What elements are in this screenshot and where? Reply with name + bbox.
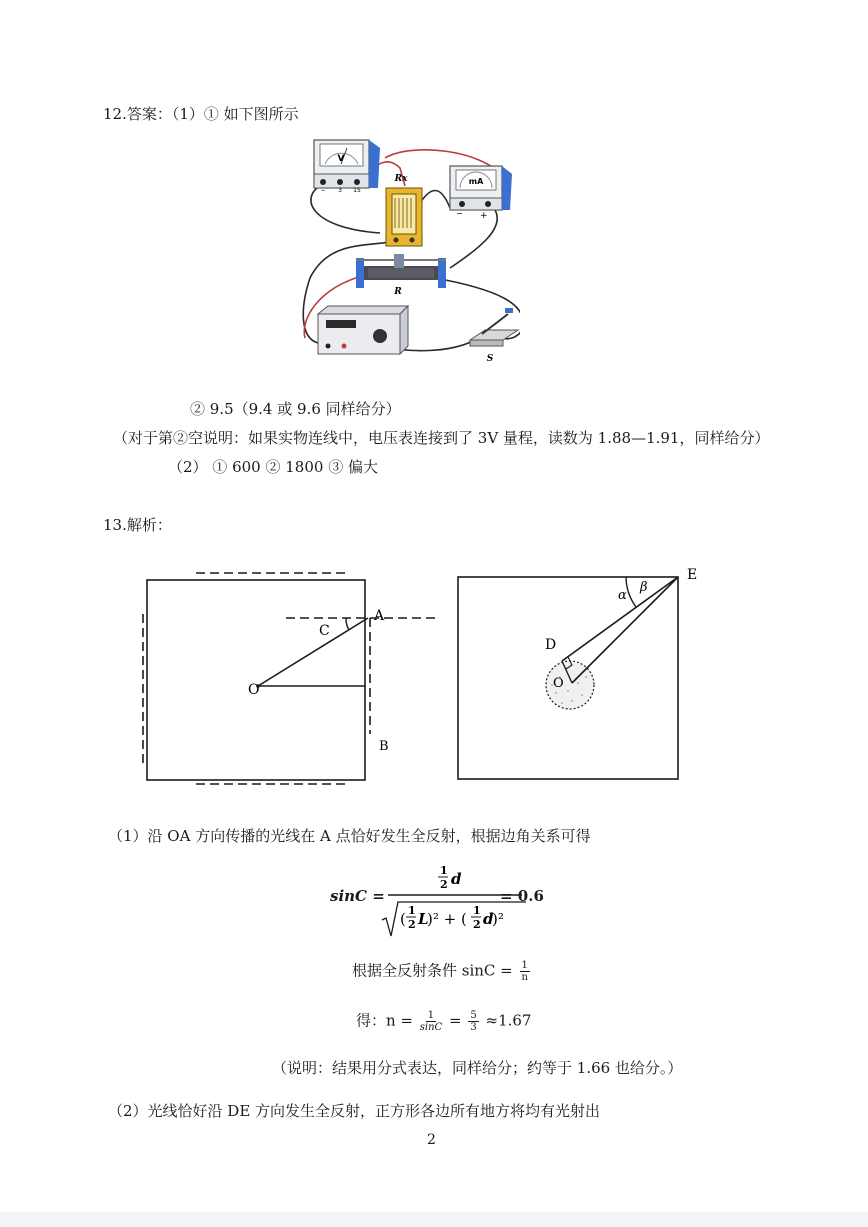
equation-total-reflection [352, 960, 532, 983]
q12-header: 12.答案：（1）① 如下图所示 [103, 105, 299, 123]
label-O-fig2: O [553, 676, 564, 691]
eq3-prefix: 得：n = [356, 1011, 413, 1030]
eq3-fraction-1-over-sinc: $\frac{1}{\sin C}$ [419, 1010, 443, 1033]
svg-text:1: 1 [440, 864, 448, 877]
q13-part2: （2）光线恰好沿 DE 方向发生全反射，正方形各边所有地方将均有光射出 [108, 1102, 601, 1120]
eq3-fraction-5-over-3: $\frac{5}{3}$ [470, 1010, 477, 1033]
svg-text:(: ( [400, 910, 406, 928]
equation-n-result [356, 1010, 531, 1033]
q13-header: 13.解析： [103, 516, 172, 534]
q13-note: （说明：结果用分式表达，同样给分；约等于 1.66 也给分。） [272, 1059, 683, 1077]
label-D: D [545, 637, 557, 653]
svg-text:d: d [451, 870, 462, 888]
voltmeter-terminal-minus: − [320, 187, 326, 194]
label-B: B [379, 739, 389, 754]
equation-sinc [330, 862, 560, 942]
svg-text:d: d [483, 910, 494, 928]
ammeter [450, 166, 512, 221]
switch [470, 308, 518, 364]
svg-text:2: 2 [473, 918, 481, 931]
voltmeter-terminal-15: 15 [353, 187, 361, 194]
label-O-fig1: O [248, 682, 260, 698]
figure-2 [450, 565, 710, 790]
svg-text:)² + (: )² + ( [427, 910, 467, 928]
voltmeter-terminal-3: 3 [338, 187, 342, 194]
voltmeter-label: V [337, 154, 345, 164]
eq3-suffix: ≈1.67 [485, 1011, 532, 1030]
q13-part1: （1）沿 OA 方向传播的光线在 A 点恰好发生全反射，根据边角关系可得 [108, 827, 591, 845]
label-beta: β [640, 580, 648, 595]
label-alpha: α [618, 588, 627, 603]
switch-label: S [486, 354, 494, 364]
rx-label: Rx [394, 174, 408, 184]
label-E: E [687, 567, 698, 583]
svg-text:1: 1 [408, 904, 416, 917]
ammeter-terminal-plus: + [480, 211, 488, 221]
circuit-diagram [290, 128, 520, 368]
svg-text:L: L [418, 910, 429, 928]
label-C: C [319, 623, 330, 639]
ammeter-terminal-minus: − [456, 209, 463, 218]
eq2-text: 根据全反射条件 sinC = [352, 961, 513, 980]
q12-note: （对于第②空说明：如果实物连线中，电压表连接到了 3V 量程，读数为 1.88—1.91，同样给分） [113, 429, 770, 447]
ammeter-label: mA [468, 177, 484, 186]
eq1-rhs: = 0.6 [500, 887, 544, 905]
figure-1 [130, 570, 450, 790]
label-A: A [374, 608, 385, 624]
rheostat-label: R [394, 287, 402, 297]
q12-answer-part2: （2） ① 600 ② 1800 ③ 偏大 [168, 458, 378, 476]
eq2-fraction-1-over-n: $\frac{1}{n}$ [521, 960, 528, 983]
bottom-strip [0, 1212, 868, 1227]
svg-text:2: 2 [408, 918, 416, 931]
svg-text:1: 1 [473, 904, 481, 917]
eq1-lhs: sinC = [330, 887, 385, 905]
rheostat [356, 254, 446, 297]
page-number: 2 [427, 1132, 436, 1148]
voltmeter [314, 140, 380, 194]
q12-answer-2: ② 9.5（9.4 或 9.6 同样给分） [190, 400, 401, 418]
eq3-mid: = [448, 1011, 462, 1030]
power-supply [318, 306, 408, 354]
svg-text:)²: )² [492, 910, 504, 928]
svg-text:2: 2 [440, 878, 448, 891]
